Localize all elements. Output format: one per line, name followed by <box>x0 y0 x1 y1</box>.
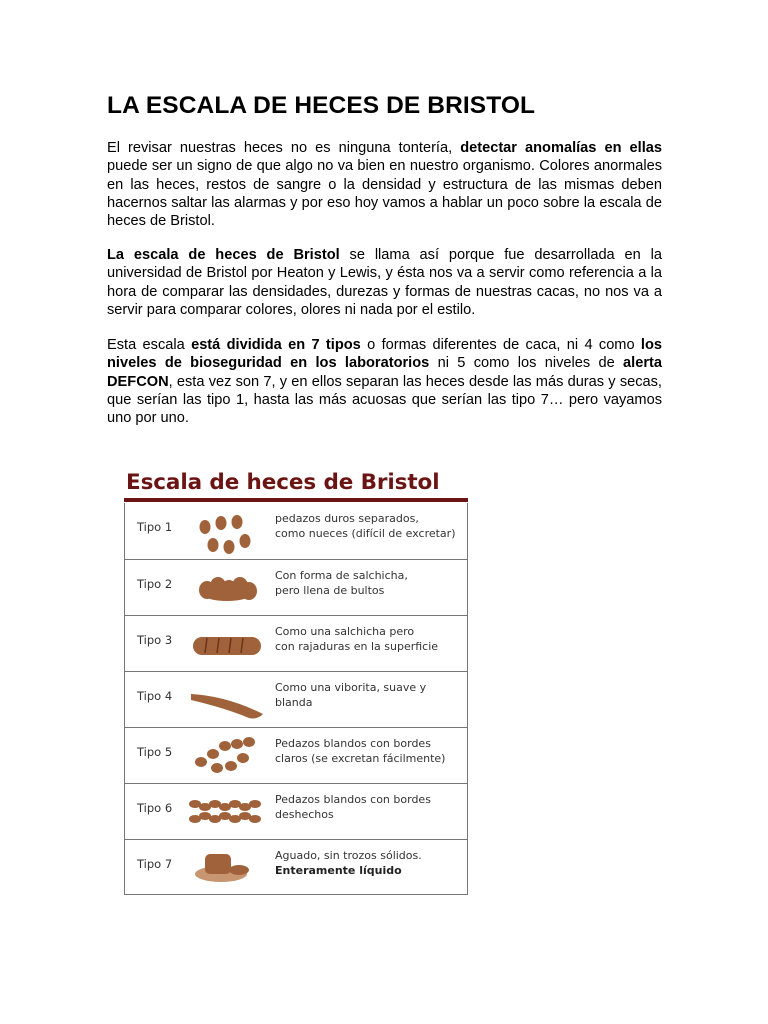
text-run: , esta vez son 7, y en ellos separan las heces desde las más duras y secas, que serían las tipo 1, hasta las más acuosas que serían las tipo 7… pero vayamos uno por uno. <box>107 373 662 427</box>
text-run: o formas diferentes de caca, ni 4 como <box>360 337 641 353</box>
bold-text-run: detectar anomalías en ellas <box>460 140 662 156</box>
mushy-pieces-icon <box>187 788 269 836</box>
tipo-label: Tipo 7 <box>137 857 173 871</box>
bristol-row-tipo-3 <box>125 615 467 671</box>
tipo-description <box>275 680 467 710</box>
paragraph-origin <box>107 246 662 319</box>
description-line-2: pero llena de bultos <box>275 584 385 597</box>
description-line-2: con rajaduras en la superficie <box>275 640 439 653</box>
description-line-2: Enteramente líquido <box>275 864 402 877</box>
tipo-description <box>275 848 467 878</box>
text-run: se llama así porque fue desarrollada en la universidad de Bristol por Heaton y Lewis, y ésta nos va a servir como referencia a la hora de comparar las densidades, durezas y formas de nuestras cacas, no nos va a servir para comparar colores, olores ni nada por el estilo. <box>107 247 662 318</box>
tipo-description <box>275 624 467 654</box>
description-line-1: Pedazos blandos con bordes <box>275 793 431 806</box>
tipo-description <box>275 511 467 541</box>
figure-title: Escala de heces de Bristol <box>126 470 440 495</box>
bold-text-run: alerta DEFCON <box>107 355 662 390</box>
document-title: LA ESCALA DE HECES DE BRISTOL <box>107 92 536 119</box>
description-line-1: Pedazos blandos con bordes <box>275 737 431 750</box>
tipo-label: Tipo 1 <box>137 520 173 534</box>
tipo-description <box>275 568 467 598</box>
bristol-row-tipo-4 <box>125 671 467 727</box>
description-line-2: como nueces (difícil de excretar) <box>275 527 456 540</box>
description-line-1: Como una viborita, suave y <box>275 681 427 694</box>
description-line-2: blanda <box>275 696 313 709</box>
text-run: puede ser un signo de que algo no va bien en nuestro organismo. Colores anormales en las heces, restos de sangre o la densidad y estructura de las mismas deben hacernos saltar las alarmas y por eso hoy vamos a hablar un poco sobre la escala de heces de Bristol. <box>107 158 662 230</box>
cracked-sausage-icon <box>187 620 269 668</box>
tipo-description <box>275 792 467 822</box>
tipo-label: Tipo 4 <box>137 689 173 703</box>
description-line-2: claros (se excretan fácilmente) <box>275 752 446 765</box>
lumpy-sausage-icon <box>187 564 269 612</box>
soft-blobs-icon <box>187 732 269 780</box>
tipo-label: Tipo 2 <box>137 577 173 591</box>
bristol-row-tipo-5 <box>125 727 467 783</box>
text-run: Esta escala <box>107 337 192 353</box>
text-run: El revisar nuestras heces no es ninguna tontería, <box>107 140 461 156</box>
description-line-1: Con forma de salchicha, <box>275 569 408 582</box>
description-line-2: deshechos <box>275 808 334 821</box>
liquid-icon <box>187 844 269 892</box>
figure-title-rule <box>124 498 468 502</box>
text-run: ni 5 como los niveles de <box>429 355 624 372</box>
bold-text-run: los niveles de bioseguridad en los laboratorios <box>107 337 663 372</box>
bold-text-run: La escala de heces de Bristol <box>107 247 340 263</box>
bristol-scale-figure <box>120 465 472 897</box>
tipo-label: Tipo 6 <box>137 801 173 815</box>
bristol-row-tipo-1 <box>125 503 467 559</box>
bristol-scale-table <box>124 503 468 895</box>
description-line-1: Aguado, sin trozos sólidos. <box>275 849 422 862</box>
paragraph-intro <box>107 139 662 230</box>
paragraph-types <box>107 336 662 427</box>
bristol-row-tipo-7 <box>125 839 467 895</box>
smooth-snake-icon <box>187 676 269 724</box>
separate-lumps-icon <box>187 507 269 555</box>
description-line-1: Como una salchicha pero <box>275 625 415 638</box>
tipo-label: Tipo 5 <box>137 745 173 759</box>
bristol-row-tipo-6 <box>125 783 467 839</box>
description-line-1: pedazos duros separados, <box>275 512 419 525</box>
bristol-row-tipo-2 <box>125 559 467 615</box>
bold-text-run: está dividida en 7 tipos <box>191 337 361 353</box>
tipo-label: Tipo 3 <box>137 633 173 647</box>
tipo-description <box>275 736 467 766</box>
